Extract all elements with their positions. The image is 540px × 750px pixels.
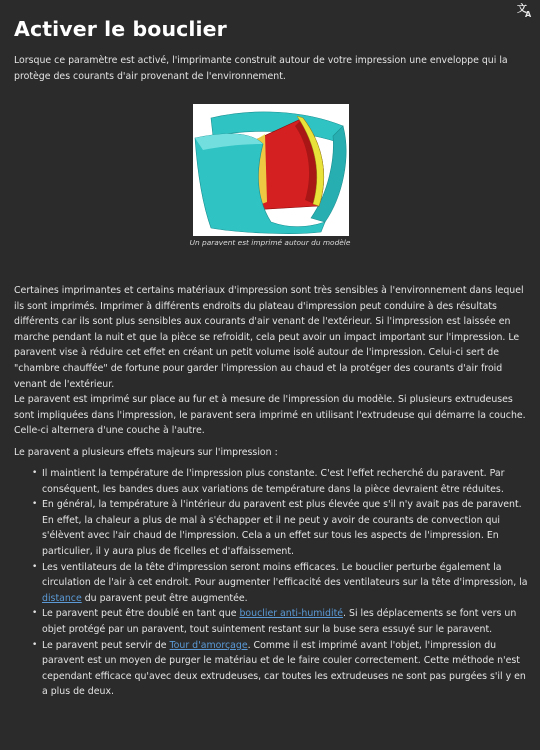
effect-text: Les ventilateurs de la tête d'impression seront moins efficaces. Le bouclier perturbe également la circulation de l'air à cet endroit. Pour augmenter l'efficacité des ventilateurs sur la tête d'impression, la [42,561,528,589]
effects-list [30,466,530,700]
list-item [30,638,530,700]
list-item [30,497,530,559]
effect-text: Il maintient la température de l'impression plus constante. C'est l'effet recherché du paravent. Par conséquent, les bandes dues aux variations de température dans la pièce devraient être réduites. [42,468,505,495]
link-ooze-shield[interactable]: bouclier anti-humidité [239,608,344,620]
bullet-icon: • [32,608,38,619]
list-item [30,466,530,497]
bullet-icon: • [32,468,38,478]
list-item [30,560,530,607]
link-prime-tower[interactable]: Tour d'amorçage [169,639,248,651]
effect-text: En général, la température à l'intérieur du paravent est plus élevée que s'il n'y avait pas de paravent. En effet, la chaleur a plus de mal à s'échapper et il ne peut y avoir de courants de convection qui s'élèvent avec l'air chaud de l'impression. Cela a un effet sur tous les aspects de l'impression. En particulier, il y aura plus de ficelles et d'affaissement. [42,499,522,557]
draft-shield-figure [193,104,349,236]
effect-text: Le paravent peut être doublé en tant que [42,608,240,620]
list-item [30,606,530,637]
bullet-icon: • [32,561,38,572]
effect-text: Le paravent peut servir de [42,639,170,651]
link-distance[interactable]: distance [42,592,82,604]
effect-text-after: . Comme il est imprimé avant l'objet, l'impression du paravent est un moyen de purger le matériau et de le faire couler correctement. Cette méthode n'est cependant efficace qu'avec deux extrudeuses, car toutes les extrudeuses ne sont pas purgées s'il y en a plus de deux. [42,639,526,698]
effects-intro: Le paravent a plusieurs effets majeurs sur l'impression : [14,447,278,458]
svg-text:文: 文 [517,4,527,15]
translate-icon[interactable] [516,2,534,18]
sensitivity-paragraph: Certaines imprimantes et certains matériaux d'impression sont très sensibles à l'environnement dans lequel ils sont imprimés. Imprimer à différents endroits du plateau d'impression peut conduire à des résultats différents car ils sont plus sensibles aux courants d'air venant de l'extérieur. Si l'impression est laissée en marche pendant la nuit et que la pièce se refroidit, cela peut avoir un impact important sur l'impression. Le paravent vise à réduire cet effet en créant un petit volume isolé autour de l'impression. Celui-ci sert de "chambre chauffée" de fortune pour garder l'impression au chaud et la protéger des courants d'air froid venant de l'extérieur. [14,285,524,390]
svg-text:A: A [525,10,532,18]
effect-text-after: . Si les déplacements se font vers un objet protégé par un paravent, tout suintement restant sur la buse sera essuyé sur le paravent. [42,608,517,635]
intro-paragraph: Lorsque ce paramètre est activé, l'imprimante construit autour de votre impression une enveloppe qui la protège des courants d'air provenant de l'environnement. [14,55,508,82]
bullet-icon: • [32,639,38,650]
figure-caption: Un paravent est imprimé autour du modèle [189,238,351,247]
effect-text-after: du paravent peut être augmentée. [81,592,248,604]
page-title: Activer le bouclier [14,17,227,41]
extruder-paragraph: Le paravent est imprimé sur place au fur et à mesure de l'impression du modèle. Si plusieurs extrudeuses sont impliquées dans l'impression, le paravent sera imprimé en utilisant l'extrudeuse qui démarre la couche. Celle-ci alternera d'une couche à l'autre. [14,394,526,437]
bullet-icon: • [32,499,38,510]
